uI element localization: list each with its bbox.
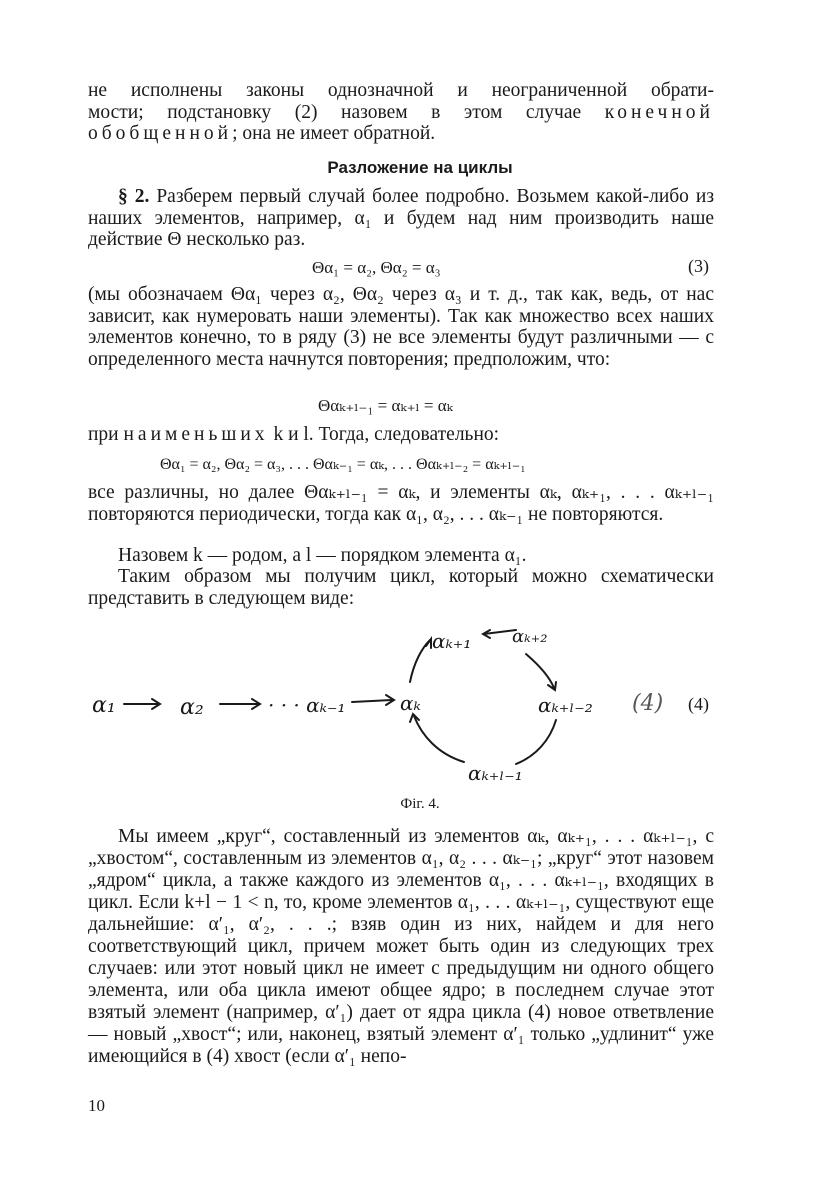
node-akl2: αₖ₊ₗ₋₂ — [538, 693, 593, 717]
node-ak-1: · · · αₖ₋₁ — [268, 693, 346, 717]
emphasis-smallest: наименьших — [123, 424, 269, 445]
top-line-3-text: ; она не имеет обратной. — [232, 123, 436, 144]
node-ak2: αₖ₊₂ — [512, 626, 548, 647]
top-paragraph — [88, 80, 714, 145]
paragraph-after-3-text: (мы обозначаем Θα₁ через α₂, Θα₂ через α₃ и т. д., так как, ведь, от нас зависит, как нумеровать наши элементы). Так как множество всех наших элементов конечно, то в ряду (3) не все элементы будут различными — с определенного места начнутся повторения; предположим, что: — [88, 284, 714, 370]
figure-caption: Фіг. 4. — [400, 796, 440, 812]
section-paragraph — [88, 186, 714, 251]
arc-kl1-to-k — [414, 716, 464, 762]
smallest-rest: k и l. Тогда, следовательно: — [273, 424, 500, 445]
node-a2: α₂ — [180, 695, 204, 720]
paragraph-cycle-text: Таким образом мы получим цикл, который можно схематически представить в следующем виде: — [88, 566, 714, 609]
paragraph-circle — [88, 826, 714, 1068]
paragraph-distinct — [88, 482, 714, 525]
section-mark: § 2. — [118, 186, 150, 207]
arc-kl2-to-kl1 — [516, 720, 556, 764]
smallest-line-text — [88, 424, 714, 446]
formula-repeat: Θαₖ₊ₗ₋₁ = αₖ₊ₗ = αₖ — [318, 396, 453, 415]
figure-number: (4) — [688, 694, 709, 714]
top-line-3 — [88, 123, 714, 145]
top-line-2 — [88, 102, 714, 124]
smallest-line — [88, 424, 714, 446]
smallest-prefix: при — [88, 424, 119, 445]
emphasis-generalized: обобщенной — [88, 123, 233, 144]
formula-chain: Θα₁ = α₂, Θα₂ = α₃, . . . Θαₖ₋₁ = αₖ, . . . Θαₖ₊ₗ₋₂ = αₖ₊ₗ₋₁ — [160, 456, 526, 473]
arc-k2-to-kl2 — [526, 654, 554, 688]
paragraph-naming — [88, 545, 714, 567]
node-ak: αₖ — [400, 691, 421, 715]
node-ak1: αₖ₊₁ — [432, 629, 472, 653]
section-text: Разберем первый случай более подробно. Возьмем какой-либо из наших элементов, например, α₁ и будем над ним производить наше действие Θ несколько раз. — [88, 186, 715, 250]
node-akl1: αₖ₊ₗ₋₁ — [468, 761, 523, 785]
page-number: 10 — [88, 1096, 105, 1115]
emphasis-finite: конечной — [604, 101, 714, 123]
paragraph-after-3 — [88, 284, 714, 370]
paragraph-distinct-text: все различны, но далее Θαₖ₊ₗ₋₁ = αₖ, и элементы αₖ, αₖ₊₁, . . . αₖ₊ₗ₋₁ повторяются периодически, тогда как α₁, α₂, . . . αₖ₋₁ не повторяются. — [88, 482, 714, 525]
top-line-1: не исполнены законы однозначной и неограниченной обрати- — [88, 80, 714, 101]
paragraph-naming-text: Назовем k — родом, а l — порядком элемента α₁. — [118, 545, 527, 566]
formula-3: Θα₁ = α₂, Θα₂ = α₃ — [312, 258, 441, 277]
section-paragraph-text — [88, 186, 714, 251]
top-line-2-text: мости; подстановку (2) назовем в этом случае — [88, 101, 582, 123]
paragraph-circle-text: Мы имеем „круг“, составленный из элементов αₖ, αₖ₊₁, . . . αₖ₊ₗ₋₁, с „хвостом“, составленным из элементов α₁, α₂ . . . αₖ₋₁; „круг“ этот назовем „ядром“ цикла, а также каждого из элементов α₁, . . . αₖ₊ₗ₋₁, входящих в цикл. Если k+l − 1 < n, то, кроме элементов α₁, . . . αₖ₊ₗ₋₁, существуют еще дальнейшие: α′₁, α′₂, . . .; взяв один из них, найдем и для него соответствующий цикл, причем может быть один из следующих трех случаев: или этот новый цикл не имеет с предыдущим ни одного общего элемента, или оба цикла имеют общее ядро; в последнем случае этот взятый элемент (например, α′₁) дает от ядра цикла (4) новое ответвление — новый „хвост“; или, наконец, взятый элемент α′₁ только „удлинит“ уже имеющийся в (4) хвост (если α′₁ непо- — [88, 826, 714, 1067]
tail-arrow-3 — [352, 700, 392, 702]
paragraph-cycle — [88, 566, 714, 609]
cycle-diagram — [88, 612, 728, 802]
node-a1: α₁ — [92, 693, 116, 718]
section-heading: Разложение на циклы — [327, 158, 513, 177]
formula-3-number: (3) — [688, 256, 709, 276]
handwritten-number: (4) — [632, 691, 664, 716]
